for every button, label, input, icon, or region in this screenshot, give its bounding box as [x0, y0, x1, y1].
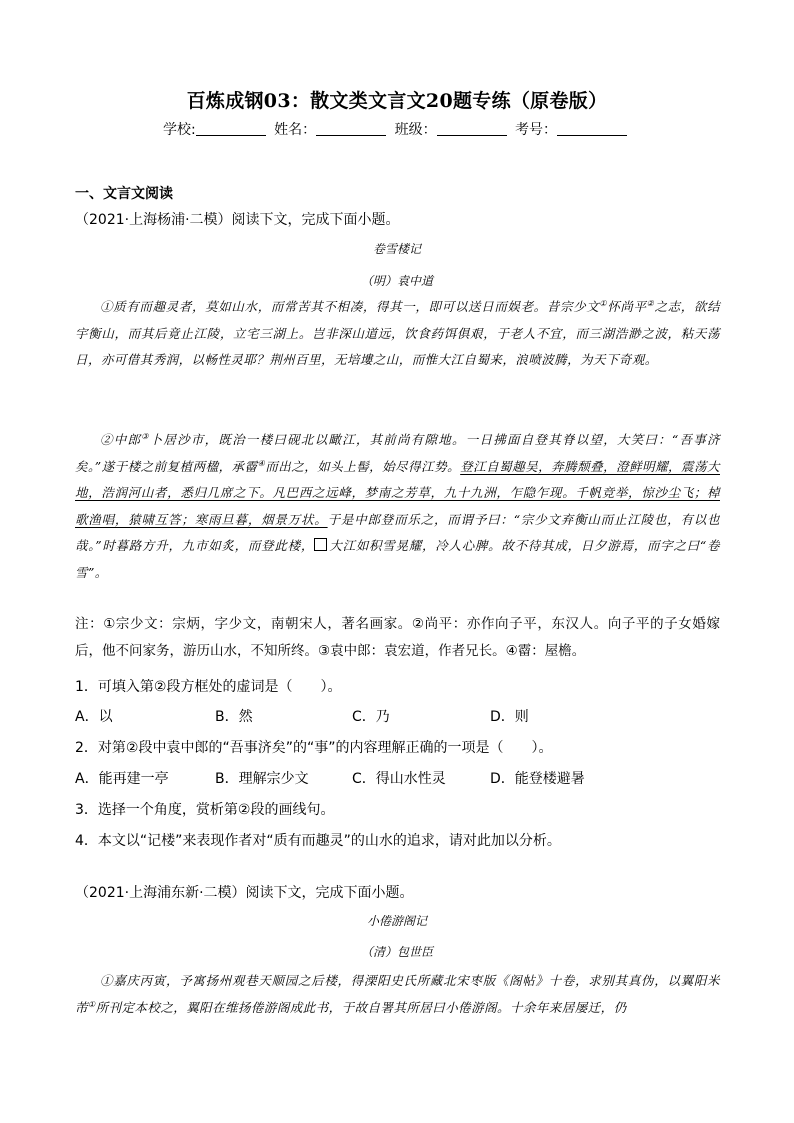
page-title: 百炼成钢03：散文类文言文20题专练（原卷版）: [186, 90, 608, 112]
question-2: 2．对第②段中袁中郎的“吾事济矣”的“事”的内容理解正确的一项是（ ）。: [75, 740, 553, 756]
class-label: 班级：: [394, 122, 437, 138]
passage1-paragraph2: ②中郎③卜居沙市，既治一楼曰砚北以瞰江，其前尚有隙地。一日拂面自登其脊以望，大笑曰：“吾事济矣。”遂于楼之前复植两楹，承霤④而出之，如头上髻，始尽得江势。登江自蜀趣吴，奔腾颓叠，澄鲜明耀，震荡大地，浩润河山者，悉归几席之下。凡巴西之远峰，梦南之芳草，九十九洲，乍隐乍现。千帆竞举，惊沙尘飞；棹歌渔唱，猿啸互答；寒雨旦暮，烟景万状。于是中郎登而乐之，而谓予曰：“宗少文弃衡山而止江陵也，有以也哉。”时暮路方升，九市如炙，而登此楼， 大江如积雪晃耀，冷人心脾。故不待其成，日夕游焉，而字之曰“卷雪”。: [75, 431, 720, 580]
name-blank[interactable]: [316, 121, 386, 136]
blank-box: [314, 538, 327, 551]
passage1-title: 卷雪楼记: [372, 242, 421, 256]
passage2-source: （2021·上海浦东新·二模）阅读下文，完成下面小题。: [75, 885, 414, 901]
school-blank[interactable]: [196, 121, 266, 136]
q2-option-c[interactable]: C．得山水性灵: [352, 771, 446, 787]
question-3: 3．选择一个角度，赏析第②段的画线句。: [75, 802, 335, 818]
name-label: 姓名：: [274, 122, 317, 138]
underlined-sentence: 登江自蜀趣吴，奔腾颓叠，澄鲜明耀，震荡大地，浩润河山者，悉归几席之下。凡巴西之远峰，梦南之芳草，九十九洲，乍隐乍现。千帆竞举，惊沙尘飞；棹歌渔唱，猿啸互答；寒雨旦暮，烟景万状。: [75, 458, 720, 527]
number-blank[interactable]: [557, 121, 627, 136]
q1-option-b[interactable]: B．然: [215, 709, 253, 725]
passage2-paragraph1: ①嘉庆丙寅，予寓扬州观巷天顺园之后楼，得溧阳史氏所藏北宋枣版《阁帖》十卷，求别其真伪，以翼阳米芾①所刊定本校之，翼阳在维扬倦游阁成此书，于故自署其所居曰小倦游阁。十余年来居屡迁，仍: [75, 973, 720, 1015]
passage1-notes: 注：①宗少文：宗炳，字少文，南朝宋人，著名画家。②尚平：亦作向子平，东汉人。向子平的子女婚嫁后，他不问家务，游历山水，不知所终。③袁中郎：袁宏道，作者兄长。④霤：屋檐。: [75, 616, 720, 659]
passage2-title: 小倦游阁记: [366, 914, 427, 928]
q1-option-d[interactable]: D．则: [490, 709, 529, 725]
q1-option-c[interactable]: C．乃: [352, 709, 390, 725]
q2-option-d[interactable]: D．能登楼避暑: [490, 771, 585, 787]
student-info-line: [0, 119, 794, 139]
passage1-paragraph1: ①质有而趣灵者，莫如山水，而常苦其不相凑，得其一，即可以送日而娱老。昔宗少文①怀尚平②之志，欲结宇衡山，而其后竟止江陵，立宅三湖上。岂非深山道远，饮食药饵俱艰，于老人不宜，而三湖浩渺之波，粘天荡日，亦可借其秀润，以畅性灵耶？荆州百里，无培塿之山，而惟大江自蜀来，浪喷波腾，为天下奇观。: [75, 298, 721, 368]
q2-option-a[interactable]: A．能再建一亭: [75, 771, 169, 787]
passage1-author: （明）袁中道: [360, 274, 433, 288]
q1-option-a[interactable]: A．以: [75, 709, 113, 725]
class-blank[interactable]: [437, 121, 507, 136]
q2-option-b[interactable]: B．理解宗少文: [215, 771, 309, 787]
number-label: 考号：: [515, 122, 558, 138]
question-4: 4．本文以“记楼”来表现作者对“质有而趣灵”的山水的追求，请对此加以分析。: [75, 833, 561, 849]
school-label: 学校:: [162, 122, 196, 138]
passage2-author: （清）包世臣: [360, 945, 433, 959]
section-heading: 一、文言文阅读: [75, 186, 173, 202]
question-1: 1．可填入第②段方框处的虚词是（ ）。: [75, 679, 342, 695]
passage1-source: （2021·上海杨浦·二模）阅读下文，完成下面小题。: [75, 212, 400, 228]
